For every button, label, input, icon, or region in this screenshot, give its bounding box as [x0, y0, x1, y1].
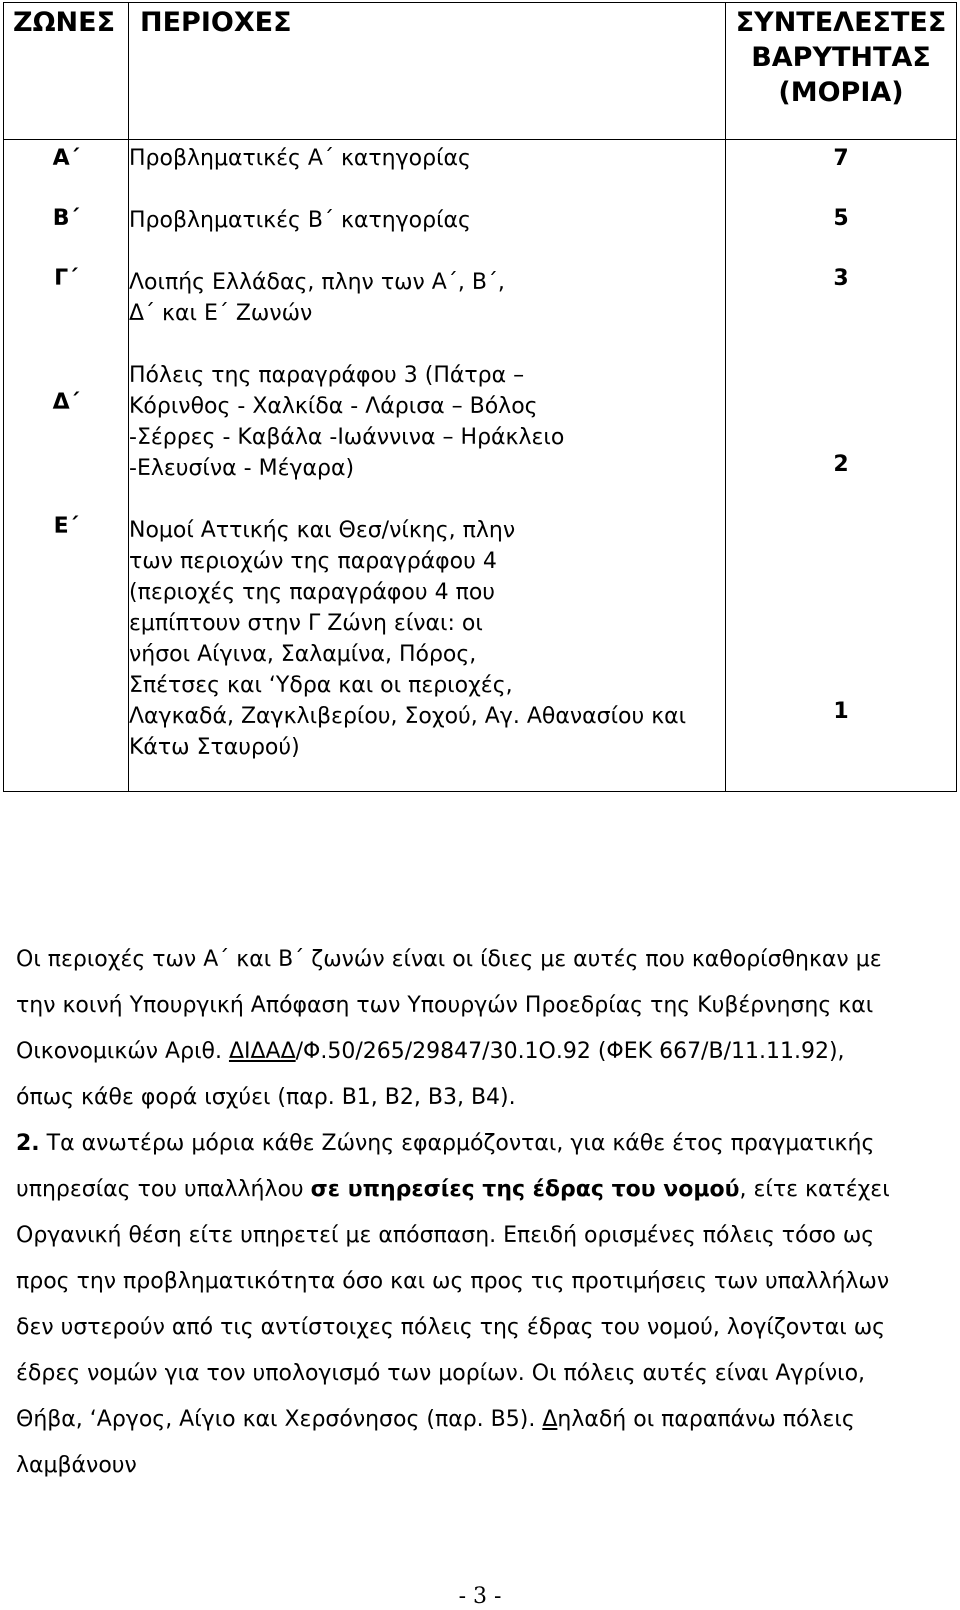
area-line: (περιοχές της παραγράφου 4 που — [129, 580, 496, 605]
bold-phrase: σε υπηρεσίες της έδρας του νομού — [310, 1177, 740, 1202]
underlined-letter: Δ — [542, 1407, 558, 1432]
area-line: Προβληματικές Α΄ κατηγορίας — [129, 146, 471, 171]
zone-cell: Δ΄ — [52, 390, 80, 415]
area-line: Προβληματικές Β΄ κατηγορίας — [129, 208, 471, 233]
table-body-row — [4, 140, 957, 792]
paragraph-line: λαμβάνουν — [16, 1453, 137, 1478]
area-line: Δ΄ και Ε΄ Ζωνών — [129, 301, 313, 326]
table-header-row — [4, 3, 957, 140]
paragraph-text: υπηρεσίας του υπαλλήλου — [16, 1177, 311, 1202]
coef-cell: 7 — [833, 146, 849, 171]
area-line: Σπέτσες και ‘Υδρα και οι περιοχές, — [129, 673, 513, 698]
header-coef-line: ΒΑΡΥΤΗΤΑΣ — [751, 42, 931, 73]
decision-ref-underlined: ΔΙΔΑΔ — [228, 1039, 296, 1064]
header-coef-line: (ΜΟΡΙΑ) — [778, 77, 904, 108]
area-line: Κόρινθος - Χαλκίδα - Λάρισα – Βόλος — [129, 394, 538, 419]
area-line: Πόλεις της παραγράφου 3 (Πάτρα – — [129, 363, 525, 388]
paragraph-line: δεν υστερούν από τις αντίστοιχες πόλεις της έδρας του νομού, λογίζονται ως — [16, 1315, 886, 1340]
coef-cell: 1 — [833, 699, 849, 724]
header-coefficients — [726, 3, 957, 140]
area-line: Κάτω Σταυρού) — [129, 735, 300, 760]
areas-column — [129, 140, 726, 792]
decision-ref: /Φ.50/265/29847/30.1Ο.92 (ΦΕΚ 667/Β/11.11.92), — [295, 1039, 845, 1064]
header-areas: ΠΕΡΙΟΧΕΣ — [129, 3, 726, 140]
area-line: Λοιπής Ελλάδας, πλην των Α΄, Β΄, — [129, 270, 505, 295]
paragraph-line: την κοινή Υπουργική Απόφαση των Υπουργών Προεδρίας της Κυβέρνησης και — [16, 993, 874, 1018]
area-line: -Ελευσίνα - Μέγαρα) — [129, 456, 355, 481]
zone-cell: Α΄ — [52, 146, 80, 171]
zone-cell: Γ΄ — [54, 266, 78, 291]
paragraph-text: Οικονομικών Αριθ. — [16, 1039, 229, 1064]
paragraph-text: ηλαδή οι παραπάνω πόλεις — [557, 1407, 855, 1432]
paragraph-line — [16, 1029, 951, 1075]
coefficients-column — [726, 140, 957, 792]
coef-cell: 2 — [833, 452, 849, 477]
zones-column — [4, 140, 129, 792]
area-line: νήσοι Αίγινα, Σαλαμίνα, Πόρος, — [129, 642, 477, 667]
zone-cell: Β΄ — [52, 206, 80, 231]
header-coef-line: ΣΥΝΤΕΛΕΣΤΕΣ — [735, 7, 947, 38]
paragraph-line: όπως κάθε φορά ισχύει (παρ. Β1, Β2, Β3, Β4). — [16, 1085, 516, 1110]
paragraph-text: Θήβα, ‘Αργος, Αίγιο και Χερσόνησος (παρ. Β5). — [16, 1407, 543, 1432]
paragraph-number: 2. — [16, 1131, 40, 1156]
header-zones: ΖΩΝΕΣ — [4, 3, 129, 140]
paragraph-line: Οργανική θέση είτε υπηρετεί με απόσπαση. Επειδή ορισμένες πόλεις τόσο ως — [16, 1223, 875, 1248]
paragraph-line: προς την προβληματικότητα όσο και ως προς τις προτιμήσεις των υπαλλήλων — [16, 1269, 890, 1294]
coef-cell: 3 — [833, 266, 849, 291]
coef-cell: 5 — [833, 206, 849, 231]
paragraph-line — [16, 1121, 951, 1167]
area-line: εμπίπτουν στην Γ Ζώνη είναι: οι — [129, 611, 483, 636]
area-line: των περιοχών της παραγράφου 4 — [129, 549, 497, 574]
zones-table — [3, 2, 957, 792]
area-line: -Σέρρες - Καβάλα -Ιωάννινα – Ηράκλειο — [129, 425, 565, 450]
body-text — [16, 937, 951, 1489]
area-line: Λαγκαδά, Ζαγκλιβερίου, Σοχού, Αγ. Αθανασίου και — [129, 704, 687, 729]
paragraph-line — [16, 1167, 951, 1213]
paragraph-text: , είτε κατέχει — [739, 1177, 890, 1202]
area-line: Νομοί Αττικής και Θεσ/νίκης, πλην — [129, 518, 516, 543]
page-number: - 3 - — [458, 1584, 502, 1609]
paragraph-line: έδρες νομών για τον υπολογισμό των μορίων. Οι πόλεις αυτές είναι Αγρίνιο, — [16, 1361, 866, 1386]
zone-cell: Ε΄ — [53, 514, 79, 539]
paragraph-line: Οι περιοχές των Α΄ και Β΄ ζωνών είναι οι ίδιες με αυτές που καθορίσθηκαν με — [16, 947, 882, 972]
paragraph-text: Τα ανωτέρω μόρια κάθε Ζώνης εφαρμόζονται, για κάθε έτος πραγματικής — [39, 1131, 875, 1156]
paragraph-line — [16, 1397, 951, 1443]
